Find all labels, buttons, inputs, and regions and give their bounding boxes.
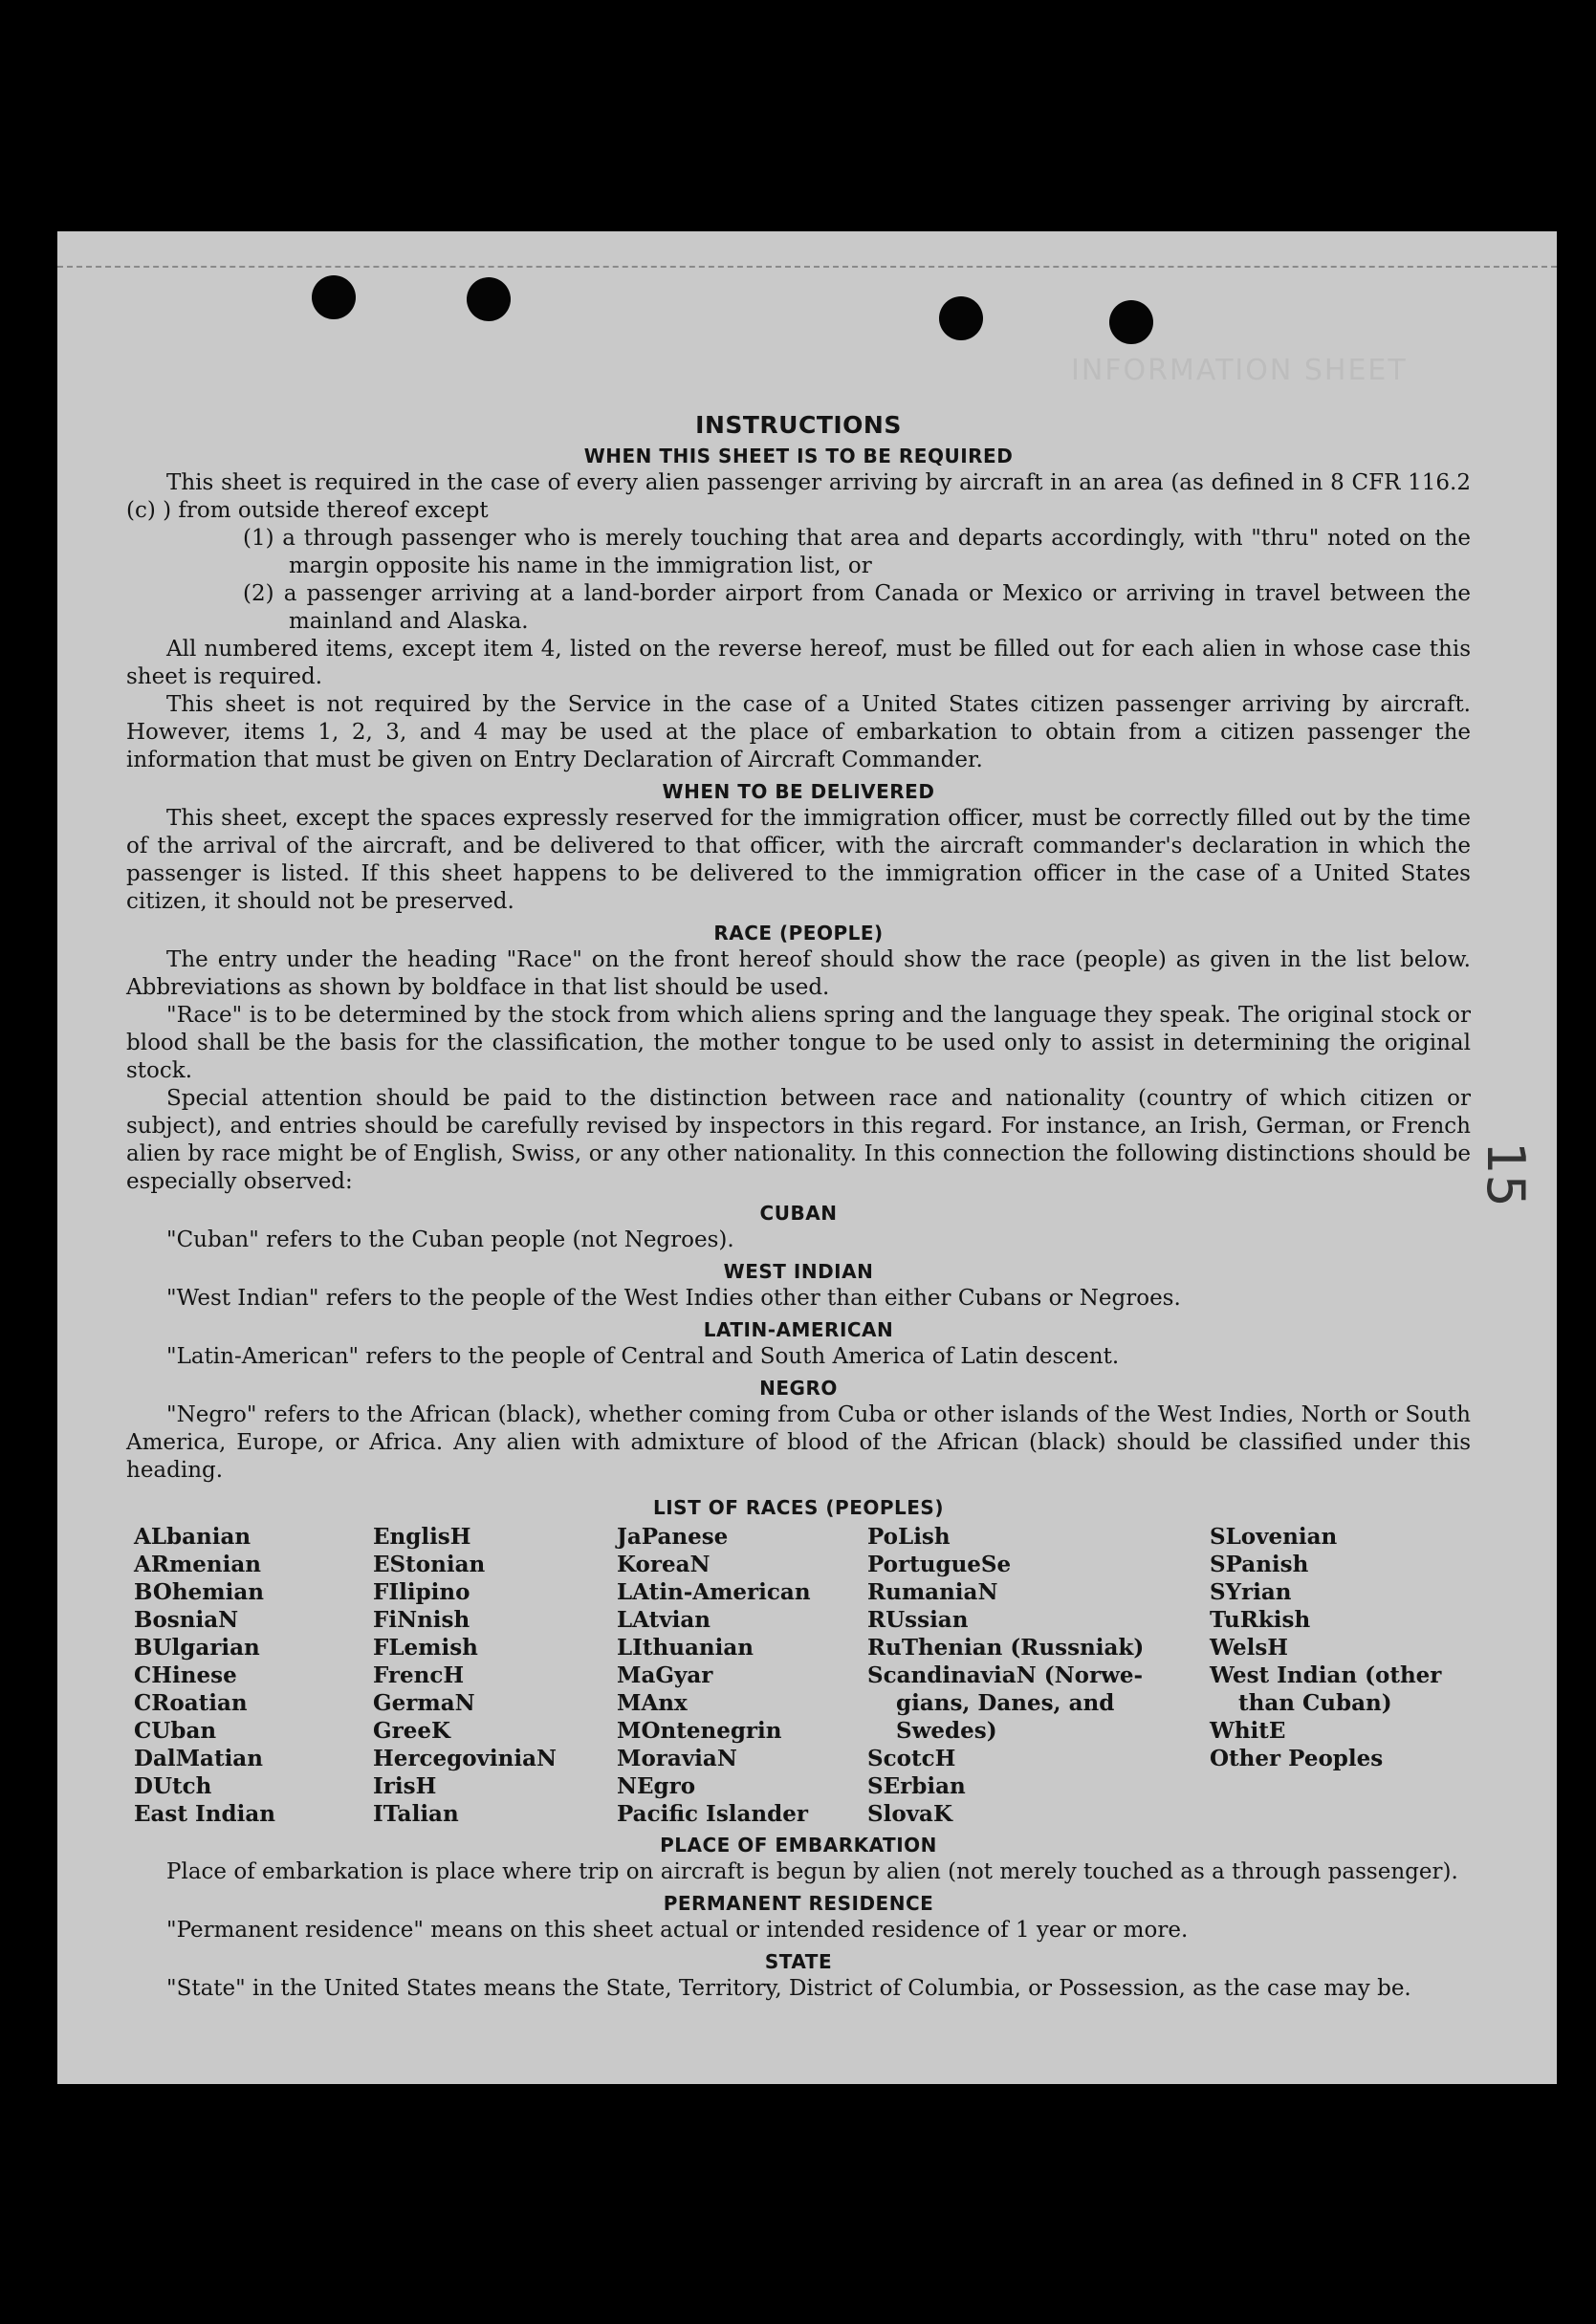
race-item: ARmenian	[134, 1552, 262, 1577]
paragraph: "Latin-American" refers to the people of Central and South America of Latin descent.	[166, 1344, 1120, 1369]
race-item: SErbian	[867, 1773, 966, 1799]
section-heading: WHEN TO BE DELIVERED	[662, 780, 935, 803]
race-item: MOntenegrin	[617, 1718, 782, 1744]
paragraph: Special attention should be paid to the distinction between race and nationality (country of which citizen or subject), and entries should be carefully revised by inspectors in this regard. For instance, an Irish, German, or French alien by race might be of English, Swiss, or any other nationality. In this connection the following distinctions should be especially observed:	[126, 1086, 1471, 1194]
race-item: Other Peoples	[1210, 1746, 1384, 1771]
race-item: WhitE	[1210, 1718, 1286, 1744]
paragraph: The entry under the heading "Race" on the front hereof should show the race (people) as given in the list below. Abbreviations as shown by boldface in that list should be used.	[126, 947, 1471, 1000]
race-item: MAnx	[617, 1690, 688, 1716]
paragraph: This sheet is required in the case of every alien passenger arriving by aircraft in an area (as defined in 8 CFR 116.2 (c) ) from outside thereof except	[126, 470, 1471, 523]
race-list	[134, 1523, 1471, 1828]
paragraph: "Permanent residence" means on this sheet actual or intended residence of 1 year or more.	[166, 1918, 1189, 1943]
section-heading: NEGRO	[759, 1377, 838, 1400]
paragraph: "Negro" refers to the African (black), whether coming from Cuba or other islands of the West Indies, North or South America, Europe, or Africa. Any alien with admixture of blood of the African (black) should be classified under this heading.	[126, 1402, 1471, 1483]
race-item: BosniaN	[134, 1607, 239, 1633]
race-column	[867, 1523, 1210, 1828]
race-item: TuRkish	[1210, 1607, 1311, 1633]
instruction-sheet	[57, 231, 1557, 2084]
race-item: SLovenian	[1210, 1524, 1338, 1550]
race-item: GermaN	[373, 1690, 475, 1716]
race-item: LAtvian	[617, 1607, 711, 1633]
race-item: HercegoviniaN	[373, 1746, 558, 1771]
race-item: JaPanese	[617, 1524, 729, 1550]
race-item: PoLish	[867, 1524, 951, 1550]
race-item: RumaniaN	[867, 1579, 998, 1605]
punch-hole	[312, 275, 356, 319]
section-heading: CUBAN	[759, 1202, 838, 1225]
race-item: Pacific Islander	[617, 1801, 808, 1827]
race-item: FIlipino	[373, 1579, 470, 1605]
race-item: NEgro	[617, 1773, 696, 1799]
paragraph: "Cuban" refers to the Cuban people (not Negroes).	[166, 1227, 734, 1252]
race-column	[1210, 1523, 1458, 1828]
section-heading: PERMANENT RESIDENCE	[663, 1892, 934, 1915]
race-item: ScotcH	[867, 1746, 956, 1771]
handwritten-margin-mark: 15	[1475, 1141, 1536, 1207]
punch-hole	[1109, 300, 1153, 344]
section-heading: LIST OF RACES (PEOPLES)	[653, 1496, 944, 1519]
punch-hole	[467, 277, 511, 321]
race-item: GreeK	[373, 1718, 451, 1744]
race-item: WelsH	[1210, 1635, 1289, 1661]
race-item: than Cuban)	[1238, 1690, 1392, 1716]
race-item: PortugueSe	[867, 1552, 1012, 1577]
race-item: RuThenian (Russniak)	[867, 1635, 1145, 1661]
paragraph: This sheet is not required by the Service in the case of a United States citizen passenger arriving by aircraft. However, items 1, 2, 3, and 4 may be used at the place of embarkation to obtain from a citizen passenger the information that must be given on Entry Declaration of Aircraft Commander.	[126, 692, 1471, 772]
show-through-text: INFORMATION SHEET	[1071, 354, 1408, 387]
list-item: (1) a through passenger who is merely touching that area and departs accordingly, with "thru" noted on the margin opposite his name in the immigration list, or	[243, 526, 1471, 578]
section-heading: PLACE OF EMBARKATION	[660, 1834, 937, 1857]
race-item: SYrian	[1210, 1579, 1292, 1605]
race-item: KoreaN	[617, 1552, 711, 1577]
race-item: IrisH	[373, 1773, 437, 1799]
section-heading: RACE (PEOPLE)	[713, 922, 884, 945]
race-item: East Indian	[134, 1801, 275, 1827]
punch-hole	[939, 296, 983, 340]
race-item: FrencH	[373, 1662, 465, 1688]
race-item: FiNnish	[373, 1607, 470, 1633]
race-item: SPanish	[1210, 1552, 1309, 1577]
page-title: INSTRUCTIONS	[695, 411, 902, 439]
race-item: ALbanian	[134, 1524, 251, 1550]
paragraph: All numbered items, except item 4, listed on the reverse hereof, must be filled out for each alien in whose case this sheet is required.	[126, 637, 1471, 689]
document-body	[126, 327, 1471, 2003]
race-item: LIthuanian	[617, 1635, 754, 1661]
race-item: Swedes)	[896, 1718, 997, 1744]
race-item: FLemish	[373, 1635, 478, 1661]
race-item: ScandinaviaN (Norwe-	[867, 1662, 1144, 1688]
race-column	[373, 1523, 617, 1828]
race-item: BOhemian	[134, 1579, 264, 1605]
list-item: (2) a passenger arriving at a land-border airport from Canada or Mexico or arriving in travel between the mainland and Alaska.	[243, 581, 1471, 634]
race-item: RUssian	[867, 1607, 969, 1633]
race-item: CRoatian	[134, 1690, 248, 1716]
race-column	[134, 1523, 373, 1828]
paragraph: This sheet, except the spaces expressly reserved for the immigration officer, must be correctly filled out by the time of the arrival of the aircraft, and be delivered to that officer, with the aircraft commander's declaration in which the passenger is listed. If this sheet happens to be delivered to the immigration officer in the case of a United States citizen, it should not be preserved.	[126, 806, 1471, 914]
race-column	[617, 1523, 867, 1828]
race-item: BUlgarian	[134, 1635, 260, 1661]
race-item: gians, Danes, and	[896, 1690, 1115, 1716]
race-item: MoraviaN	[617, 1746, 737, 1771]
paragraph: "State" in the United States means the State, Territory, District of Columbia, or Possession, as the case may be.	[166, 1976, 1411, 2001]
section-heading: WHEN THIS SHEET IS TO BE REQUIRED	[583, 445, 1014, 467]
race-item: SlovaK	[867, 1801, 952, 1827]
race-item: DUtch	[134, 1773, 212, 1799]
race-item: EStonian	[373, 1552, 486, 1577]
section-heading: LATIN-AMERICAN	[703, 1318, 894, 1341]
race-item: DalMatian	[134, 1746, 263, 1771]
race-item: EnglisH	[373, 1524, 471, 1550]
race-item: MaGyar	[617, 1662, 713, 1688]
race-item: CHinese	[134, 1662, 237, 1688]
paragraph: Place of embarkation is place where trip on aircraft is begun by alien (not merely touched as a through passenger).	[166, 1859, 1458, 1884]
race-item: CUban	[134, 1718, 217, 1744]
section-heading: WEST INDIAN	[723, 1260, 874, 1283]
race-item: West Indian (other	[1210, 1662, 1442, 1688]
race-item: LAtin-American	[617, 1579, 811, 1605]
section-heading: STATE	[764, 1950, 833, 1973]
race-item: ITalian	[373, 1801, 459, 1827]
paragraph: "West Indian" refers to the people of the West Indies other than either Cubans or Negroes.	[166, 1286, 1181, 1311]
paragraph: "Race" is to be determined by the stock from which aliens spring and the language they speak. The original stock or blood shall be the basis for the classification, the mother tongue to be used only to assist in determining the original stock.	[126, 1003, 1471, 1083]
perforation-line	[57, 266, 1557, 268]
